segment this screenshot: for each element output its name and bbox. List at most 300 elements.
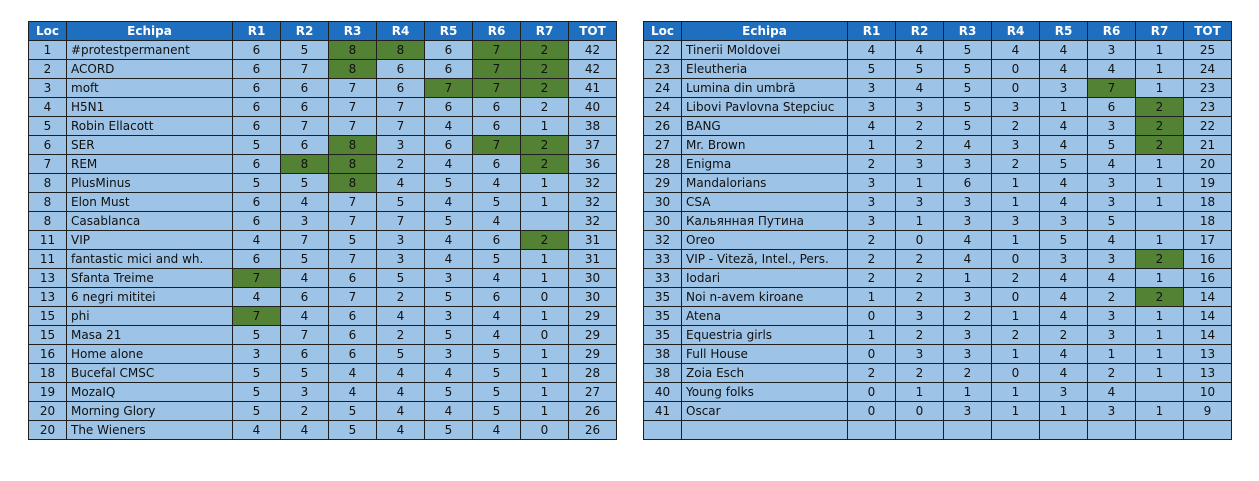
cell-tot: 42 — [569, 41, 617, 60]
cell-r4: 1 — [992, 383, 1040, 402]
cell-loc: 7 — [29, 155, 67, 174]
column-header-r1: R1 — [848, 22, 896, 41]
cell-r5: 4 — [1040, 136, 1088, 155]
cell-r6: 4 — [1088, 383, 1136, 402]
cell-r7: 1 — [1136, 307, 1184, 326]
cell-r4: 1 — [992, 402, 1040, 421]
cell-r1: 5 — [848, 60, 896, 79]
cell-tot: 13 — [1184, 345, 1232, 364]
cell-r1: 5 — [233, 174, 281, 193]
cell-r5: 1 — [1040, 402, 1088, 421]
cell-r1: 4 — [233, 288, 281, 307]
table-row — [644, 136, 1232, 155]
cell-r4: 1 — [992, 193, 1040, 212]
cell-r7: 0 — [521, 326, 569, 345]
cell-r6: 5 — [1088, 212, 1136, 231]
cell-r7: 1 — [521, 174, 569, 193]
cell-r1: 3 — [848, 193, 896, 212]
cell-tot: 16 — [1184, 250, 1232, 269]
cell-r4: 4 — [377, 402, 425, 421]
cell-r2: 3 — [896, 193, 944, 212]
cell-r7: 1 — [521, 383, 569, 402]
cell-team: Morning Glory — [67, 402, 233, 421]
cell-r3: 1 — [944, 269, 992, 288]
cell-r2: 5 — [281, 364, 329, 383]
cell-r2: 3 — [896, 98, 944, 117]
cell-r7: 1 — [1136, 345, 1184, 364]
cell-r7: 1 — [1136, 326, 1184, 345]
cell-r5: 3 — [425, 345, 473, 364]
cell-team: Casablanca — [67, 212, 233, 231]
cell-r3: 6 — [329, 269, 377, 288]
cell-loc: 24 — [644, 98, 682, 117]
column-header-team: Echipa — [67, 22, 233, 41]
cell-r6: 4 — [1088, 60, 1136, 79]
cell-r5: 3 — [1040, 250, 1088, 269]
table-row — [644, 174, 1232, 193]
cell-team: Noi n-avem kiroane — [682, 288, 848, 307]
cell-r5: 4 — [425, 155, 473, 174]
cell-r3: 7 — [329, 193, 377, 212]
cell-r7: 2 — [521, 60, 569, 79]
cell-r4: 7 — [377, 117, 425, 136]
cell-r4: 2 — [992, 117, 1040, 136]
cell-tot: 27 — [569, 383, 617, 402]
cell-r3: 3 — [944, 212, 992, 231]
table-row — [644, 421, 1232, 440]
column-header-r7: R7 — [1136, 22, 1184, 41]
cell-r1: 4 — [848, 117, 896, 136]
cell-r4: 4 — [377, 174, 425, 193]
cell-r4: 0 — [992, 364, 1040, 383]
cell-loc: 28 — [644, 155, 682, 174]
cell-r7: 2 — [1136, 250, 1184, 269]
cell-loc: 8 — [29, 212, 67, 231]
cell-r5: 4 — [425, 193, 473, 212]
cell-r3: 8 — [329, 136, 377, 155]
cell-tot: 9 — [1184, 402, 1232, 421]
cell-r3: 5 — [329, 402, 377, 421]
cell-r7: 1 — [1136, 364, 1184, 383]
cell-r6: 4 — [473, 212, 521, 231]
cell-r7: 1 — [1136, 60, 1184, 79]
cell-r5: 4 — [425, 402, 473, 421]
cell-loc: 27 — [644, 136, 682, 155]
table-row — [29, 307, 617, 326]
cell-r5: 3 — [1040, 212, 1088, 231]
cell-team: Eleutheria — [682, 60, 848, 79]
cell-r4: 3 — [377, 231, 425, 250]
cell-r6: 6 — [473, 98, 521, 117]
cell-r2 — [896, 421, 944, 440]
column-header-r3: R3 — [329, 22, 377, 41]
cell-r6: 3 — [1088, 307, 1136, 326]
cell-r4: 4 — [377, 364, 425, 383]
cell-r7: 0 — [521, 288, 569, 307]
cell-r3: 3 — [944, 193, 992, 212]
cell-r4: 4 — [377, 307, 425, 326]
cell-r6: 5 — [473, 383, 521, 402]
cell-r4: 5 — [377, 193, 425, 212]
table-row — [29, 155, 617, 174]
cell-r1: 6 — [233, 250, 281, 269]
cell-team: Iodari — [682, 269, 848, 288]
cell-team: Home alone — [67, 345, 233, 364]
cell-r6: 5 — [1088, 136, 1136, 155]
cell-tot: 21 — [1184, 136, 1232, 155]
cell-tot: 25 — [1184, 41, 1232, 60]
table-row — [644, 364, 1232, 383]
table-row — [29, 60, 617, 79]
table-row — [644, 383, 1232, 402]
column-header-tot: TOT — [1184, 22, 1232, 41]
cell-r7 — [521, 212, 569, 231]
cell-r2: 3 — [896, 345, 944, 364]
cell-r3: 8 — [329, 41, 377, 60]
cell-r2: 7 — [281, 326, 329, 345]
table-row — [29, 193, 617, 212]
cell-loc: 6 — [29, 136, 67, 155]
cell-loc: 23 — [644, 60, 682, 79]
cell-r5: 4 — [1040, 269, 1088, 288]
cell-r6: 3 — [1088, 402, 1136, 421]
cell-r3: 7 — [329, 288, 377, 307]
cell-r7: 1 — [1136, 174, 1184, 193]
cell-r7: 1 — [1136, 79, 1184, 98]
cell-r6: 5 — [473, 402, 521, 421]
table-row — [644, 288, 1232, 307]
cell-r5: 4 — [1040, 174, 1088, 193]
cell-r3: 6 — [329, 307, 377, 326]
cell-tot: 19 — [1184, 174, 1232, 193]
cell-team: Oscar — [682, 402, 848, 421]
table-row — [29, 288, 617, 307]
cell-r6: 3 — [1088, 174, 1136, 193]
column-header-r7: R7 — [521, 22, 569, 41]
cell-r6: 3 — [1088, 41, 1136, 60]
cell-r1: 4 — [233, 421, 281, 440]
cell-r5: 5 — [1040, 231, 1088, 250]
cell-r5: 6 — [425, 136, 473, 155]
column-header-r4: R4 — [377, 22, 425, 41]
cell-r6: 2 — [1088, 364, 1136, 383]
column-header-r2: R2 — [281, 22, 329, 41]
cell-r6: 6 — [473, 117, 521, 136]
cell-r3: 8 — [329, 174, 377, 193]
cell-r4: 6 — [377, 79, 425, 98]
cell-r5: 4 — [1040, 117, 1088, 136]
cell-r5: 5 — [425, 212, 473, 231]
cell-loc: 11 — [29, 250, 67, 269]
cell-r2: 3 — [281, 212, 329, 231]
cell-tot: 30 — [569, 269, 617, 288]
cell-r2: 4 — [281, 193, 329, 212]
table-row — [29, 136, 617, 155]
cell-loc: 1 — [29, 41, 67, 60]
cell-r5: 5 — [425, 326, 473, 345]
table-row — [644, 60, 1232, 79]
cell-r7: 2 — [1136, 117, 1184, 136]
cell-r4: 0 — [992, 79, 1040, 98]
cell-loc: 5 — [29, 117, 67, 136]
cell-r2: 2 — [896, 326, 944, 345]
cell-r1 — [848, 421, 896, 440]
cell-r4: 1 — [992, 345, 1040, 364]
cell-r7: 2 — [1136, 136, 1184, 155]
cell-r4: 2 — [377, 326, 425, 345]
cell-team: CSA — [682, 193, 848, 212]
cell-r7: 1 — [1136, 193, 1184, 212]
cell-tot: 18 — [1184, 193, 1232, 212]
cell-loc: 26 — [644, 117, 682, 136]
cell-r5: 5 — [425, 288, 473, 307]
header-row — [644, 22, 1232, 41]
table-row — [644, 307, 1232, 326]
cell-r4: 5 — [377, 269, 425, 288]
cell-r5: 3 — [1040, 79, 1088, 98]
cell-r6: 7 — [473, 136, 521, 155]
cell-r4: 1 — [992, 307, 1040, 326]
cell-team: BANG — [682, 117, 848, 136]
cell-r5 — [1040, 421, 1088, 440]
cell-team: phi — [67, 307, 233, 326]
cell-r4: 0 — [992, 250, 1040, 269]
cell-r3: 8 — [329, 155, 377, 174]
cell-r2: 0 — [896, 231, 944, 250]
cell-team: Robin Ellacott — [67, 117, 233, 136]
cell-tot: 31 — [569, 250, 617, 269]
cell-r7 — [1136, 421, 1184, 440]
cell-loc: 16 — [29, 345, 67, 364]
cell-team: H5N1 — [67, 98, 233, 117]
column-header-team: Echipa — [682, 22, 848, 41]
cell-r2: 0 — [896, 402, 944, 421]
cell-r5: 4 — [1040, 288, 1088, 307]
cell-team: The Wieners — [67, 421, 233, 440]
cell-r5: 6 — [425, 98, 473, 117]
cell-r3: 3 — [944, 326, 992, 345]
cell-r4: 7 — [377, 212, 425, 231]
cell-r6: 7 — [1088, 79, 1136, 98]
cell-tot: 28 — [569, 364, 617, 383]
cell-r2: 6 — [281, 136, 329, 155]
table-row — [29, 250, 617, 269]
cell-r4: 4 — [992, 41, 1040, 60]
cell-loc: 38 — [644, 345, 682, 364]
cell-r5: 7 — [425, 79, 473, 98]
cell-tot: 32 — [569, 212, 617, 231]
cell-r7: 1 — [521, 193, 569, 212]
cell-r1: 5 — [233, 136, 281, 155]
cell-r7: 1 — [1136, 41, 1184, 60]
cell-team: Atena — [682, 307, 848, 326]
cell-r4: 3 — [377, 250, 425, 269]
cell-r2: 6 — [281, 288, 329, 307]
cell-r3: 3 — [944, 402, 992, 421]
cell-r1: 3 — [848, 98, 896, 117]
cell-tot — [1184, 421, 1232, 440]
cell-team: Libovi Pavlovna Stepciuc — [682, 98, 848, 117]
cell-tot: 23 — [1184, 98, 1232, 117]
cell-r1: 1 — [848, 326, 896, 345]
cell-team: Кальянная Путина — [682, 212, 848, 231]
table-row — [644, 193, 1232, 212]
cell-r5: 6 — [425, 41, 473, 60]
cell-r1: 5 — [233, 383, 281, 402]
table-row — [644, 98, 1232, 117]
cell-r3: 7 — [329, 250, 377, 269]
cell-r4: 2 — [377, 155, 425, 174]
cell-r2: 2 — [896, 364, 944, 383]
cell-r3: 4 — [329, 364, 377, 383]
cell-r2: 7 — [281, 231, 329, 250]
cell-r5: 5 — [425, 383, 473, 402]
cell-r5: 5 — [425, 421, 473, 440]
cell-r4: 2 — [992, 155, 1040, 174]
cell-loc: 4 — [29, 98, 67, 117]
cell-tot: 29 — [569, 345, 617, 364]
cell-loc: 8 — [29, 174, 67, 193]
cell-loc: 8 — [29, 193, 67, 212]
column-header-r3: R3 — [944, 22, 992, 41]
column-header-loc: Loc — [644, 22, 682, 41]
cell-r6: 3 — [1088, 250, 1136, 269]
cell-r5: 4 — [1040, 41, 1088, 60]
cell-r5: 4 — [1040, 345, 1088, 364]
column-header-r2: R2 — [896, 22, 944, 41]
table-row — [29, 364, 617, 383]
cell-r2: 3 — [896, 155, 944, 174]
cell-team: Young folks — [682, 383, 848, 402]
cell-r2: 6 — [281, 79, 329, 98]
table-row — [644, 345, 1232, 364]
header-row — [29, 22, 617, 41]
cell-r1: 6 — [233, 212, 281, 231]
cell-team: Oreo — [682, 231, 848, 250]
cell-loc: 38 — [644, 364, 682, 383]
cell-tot: 17 — [1184, 231, 1232, 250]
cell-r4: 2 — [377, 288, 425, 307]
column-header-r6: R6 — [1088, 22, 1136, 41]
cell-r7: 1 — [521, 117, 569, 136]
cell-r3: 3 — [944, 288, 992, 307]
column-header-r1: R1 — [233, 22, 281, 41]
cell-r2: 1 — [896, 174, 944, 193]
cell-tot: 14 — [1184, 288, 1232, 307]
cell-r1: 3 — [848, 79, 896, 98]
cell-r4: 8 — [377, 41, 425, 60]
cell-tot: 18 — [1184, 212, 1232, 231]
cell-r2: 2 — [896, 288, 944, 307]
cell-r4: 4 — [377, 383, 425, 402]
cell-r6: 4 — [473, 307, 521, 326]
cell-r3: 1 — [944, 383, 992, 402]
cell-team: Lumina din umbră — [682, 79, 848, 98]
column-header-tot: TOT — [569, 22, 617, 41]
cell-r6: 7 — [473, 60, 521, 79]
cell-tot: 22 — [1184, 117, 1232, 136]
cell-r6: 5 — [473, 193, 521, 212]
cell-tot: 20 — [1184, 155, 1232, 174]
cell-loc: 35 — [644, 288, 682, 307]
cell-team: Full House — [682, 345, 848, 364]
table-row — [29, 117, 617, 136]
cell-r3: 6 — [944, 174, 992, 193]
cell-r3: 3 — [944, 345, 992, 364]
cell-r1: 3 — [233, 345, 281, 364]
column-header-r4: R4 — [992, 22, 1040, 41]
cell-r1: 6 — [233, 155, 281, 174]
cell-loc: 35 — [644, 326, 682, 345]
cell-r5: 1 — [1040, 98, 1088, 117]
cell-r4: 1 — [992, 231, 1040, 250]
cell-r7: 1 — [1136, 231, 1184, 250]
table-row — [644, 231, 1232, 250]
cell-tot: 38 — [569, 117, 617, 136]
cell-r2: 6 — [281, 345, 329, 364]
cell-loc: 19 — [29, 383, 67, 402]
cell-loc: 11 — [29, 231, 67, 250]
cell-r4: 7 — [377, 98, 425, 117]
cell-r4: 1 — [992, 174, 1040, 193]
cell-r1: 5 — [233, 402, 281, 421]
table-row — [644, 117, 1232, 136]
cell-loc: 18 — [29, 364, 67, 383]
cell-r3: 7 — [329, 212, 377, 231]
table-row — [29, 345, 617, 364]
cell-r3: 2 — [944, 364, 992, 383]
table-row — [29, 174, 617, 193]
cell-team: Tinerii Moldovei — [682, 41, 848, 60]
cell-r6 — [1088, 421, 1136, 440]
cell-team: Enigma — [682, 155, 848, 174]
cell-r5: 4 — [425, 231, 473, 250]
cell-r5: 4 — [425, 364, 473, 383]
cell-tot: 16 — [1184, 269, 1232, 288]
cell-team: Zoia Esch — [682, 364, 848, 383]
cell-r1: 2 — [848, 364, 896, 383]
cell-r6: 3 — [1088, 193, 1136, 212]
table-row — [644, 41, 1232, 60]
cell-loc: 29 — [644, 174, 682, 193]
cell-r1: 3 — [848, 212, 896, 231]
cell-r4: 3 — [377, 136, 425, 155]
cell-r4: 3 — [992, 98, 1040, 117]
cell-r3: 7 — [329, 98, 377, 117]
cell-r4: 3 — [992, 212, 1040, 231]
cell-r2: 4 — [896, 79, 944, 98]
cell-r1: 7 — [233, 307, 281, 326]
cell-r2: 2 — [281, 402, 329, 421]
cell-loc: 35 — [644, 307, 682, 326]
cell-r5: 3 — [1040, 383, 1088, 402]
cell-r3: 8 — [329, 60, 377, 79]
cell-tot: 36 — [569, 155, 617, 174]
cell-r1: 7 — [233, 269, 281, 288]
cell-r1: 3 — [848, 174, 896, 193]
table-row — [644, 155, 1232, 174]
cell-r7 — [1136, 212, 1184, 231]
cell-loc: 41 — [644, 402, 682, 421]
cell-tot: 41 — [569, 79, 617, 98]
cell-loc: 2 — [29, 60, 67, 79]
cell-r4 — [992, 421, 1040, 440]
table-row — [29, 98, 617, 117]
cell-team — [682, 421, 848, 440]
cell-r4: 0 — [992, 288, 1040, 307]
cell-r2: 2 — [896, 250, 944, 269]
cell-tot: 32 — [569, 174, 617, 193]
